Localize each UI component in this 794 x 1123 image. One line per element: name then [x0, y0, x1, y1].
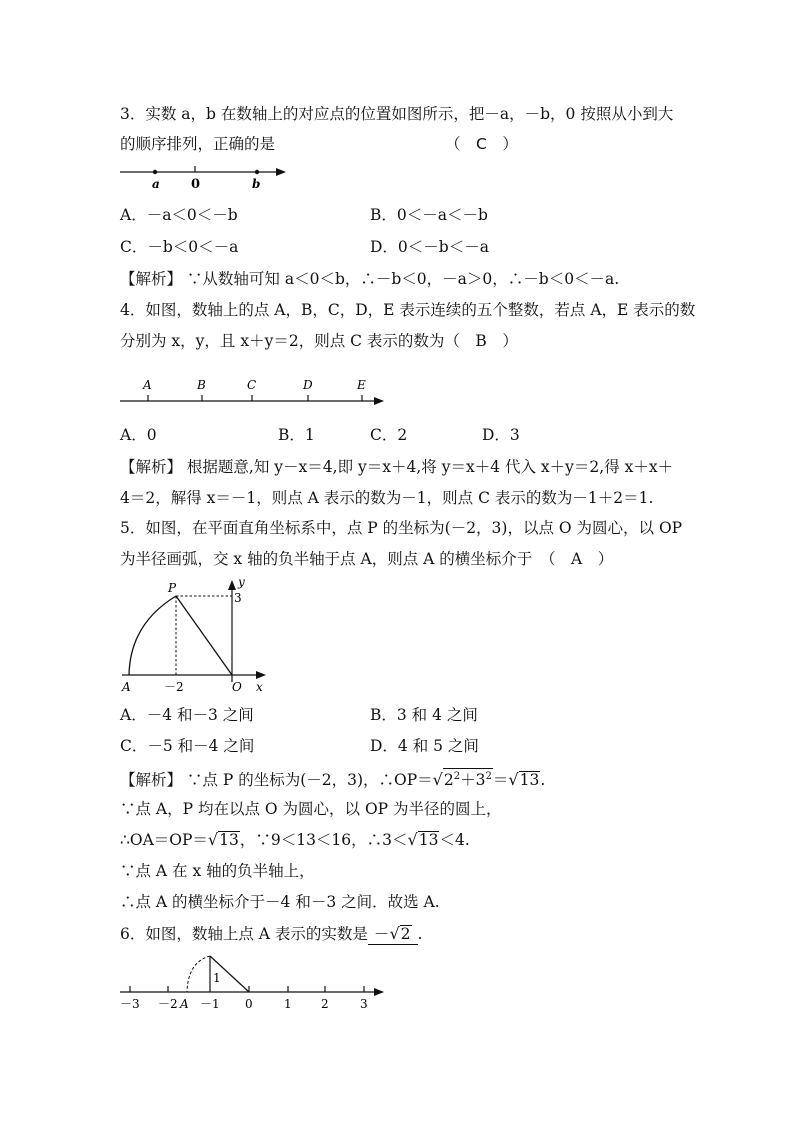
q6-number-line: [118, 952, 388, 1012]
sqrt-icon: √: [389, 924, 400, 943]
q4-label-b: B: [197, 378, 206, 392]
q3-label-a: a: [152, 177, 160, 191]
q3-line2: 的顺序排列，正确的是: [120, 135, 276, 153]
q5-analysis-line5: ∴点 A 的横坐标介于－4 和－3 之间．故选 A.: [120, 893, 440, 911]
q4-line1: 4．如图，数轴上的点 A，B，C，D，E 表示连续的五个整数，若点 A，E 表示的数: [120, 301, 696, 319]
q4-label-a: A: [143, 378, 152, 392]
q4-line2: 分别为 x，y，且 x＋y＝2，则点 C 表示的数为（ B ）: [120, 332, 518, 350]
q6-line: 6．如图，数轴上点 A 表示的实数是 －√2 .: [120, 924, 423, 943]
q6-label-a: A: [180, 997, 189, 1011]
q5-label-x: x: [256, 680, 263, 694]
q4-label-c: C: [247, 378, 257, 392]
q3-answer: （ C ）: [445, 135, 518, 153]
q6-label-1-side: 1: [213, 971, 221, 985]
q4-option-b: B．1: [278, 426, 315, 444]
q3-option-b: B．0＜－a＜－b: [370, 206, 488, 224]
q3-number-line: [118, 162, 288, 192]
q3-option-a: A．－a＜0＜－b: [120, 206, 238, 224]
q5-analysis-line2: ∵点 A，P 均在以点 O 为圆心，以 OP 为半径的圆上，: [120, 800, 502, 818]
q5-label-y: y: [238, 575, 245, 589]
q5-sqrt-13c: 13: [418, 831, 439, 849]
q5-option-c: C．－5 和－4 之间: [120, 737, 255, 755]
q6-tick-3: 3: [360, 997, 368, 1011]
q4-label-d: D: [303, 378, 313, 392]
q6-answer-blank: －√2: [368, 924, 418, 945]
q3-option-c: C．－b＜0＜－a: [120, 238, 239, 256]
q6-tick-1: 1: [284, 997, 292, 1011]
q3-analysis: 【解析】 ∵从数轴可知 a＜0＜b，∴－b＜0，－a＞0，∴－b＜0＜－a.: [120, 270, 620, 288]
q4-option-a: A．0: [120, 426, 157, 444]
q5-label-neg2: －2: [164, 680, 184, 694]
q5-sqrt-expression: $2^2+3^2$: [443, 768, 493, 788]
q5-option-b: B．3 和 4 之间: [370, 706, 478, 724]
q6-tick-neg2: －2: [158, 997, 178, 1011]
q5-analysis1-text: 【解析】 ∵点 P 的坐标为(－2，3)，∴OP＝: [120, 771, 433, 789]
sqrt-icon: √: [508, 770, 519, 789]
sqrt-icon: √: [407, 830, 418, 849]
q5-label-a: A: [122, 680, 131, 694]
sqrt-icon: √: [207, 830, 219, 849]
q4-analysis-line1: 【解析】 根据题意,知 y－x＝4,即 y＝x＋4,将 y＝x＋4 代入 x＋y＝2,得 x＋x＋: [120, 458, 674, 476]
q6-tick-0: 0: [245, 997, 253, 1011]
q5-option-d: D．4 和 5 之间: [370, 737, 479, 755]
q3-option-d: D．0＜－b＜－a: [370, 238, 489, 256]
q6-tick-2: 2: [321, 997, 329, 1011]
q5-label-p: P: [168, 581, 177, 595]
q5-line2: 为半径画弧，交 x 轴的负半轴于点 A，则点 A 的横坐标介于 （ A ）: [120, 550, 614, 568]
q5-label-3: 3: [234, 591, 242, 605]
q3-line1: 3．实数 a，b 在数轴上的对应点的位置如图所示，把－a，－b，0 按照从小到大: [120, 105, 674, 123]
q5-analysis-line3: ∴OA＝OP＝√13，∵9＜13＜16，∴3＜√13＜4.: [120, 830, 470, 849]
q4-analysis-line2: 4＝2，解得 x＝－1，则点 A 表示的数为－1，则点 C 表示的数为－1＋2＝1.: [120, 489, 654, 507]
q3-label-b: b: [252, 177, 261, 191]
q5-coordinate-figure: [118, 572, 278, 697]
sqrt-icon: √: [432, 770, 443, 789]
q6-tick-neg1: －1: [200, 997, 220, 1011]
q4-option-d: D．3: [482, 426, 520, 444]
q5-line1: 5．如图，在平面直角坐标系中，点 P 的坐标为(－2，3)，以点 O 为圆心，以 OP: [120, 519, 683, 537]
q4-label-e: E: [357, 378, 366, 392]
q5-analysis-line4: ∵点 A 在 x 轴的负半轴上，: [120, 862, 315, 880]
q4-number-line: [118, 375, 388, 409]
q6-tick-neg3: －3: [120, 997, 140, 1011]
q5-analysis-line1: 【解析】 ∵点 P 的坐标为(－2，3)，$\therefore OP=√2^2+3^2=√13$.: [120, 770, 546, 789]
q5-sqrt-13: 13: [519, 771, 540, 789]
q5-sqrt-13b: 13: [219, 831, 239, 849]
q4-option-c: C．2: [370, 426, 408, 444]
q5-label-o: O: [232, 680, 242, 694]
q3-label-0: 0: [191, 177, 201, 192]
q5-option-a: A．－4 和－3 之间: [120, 706, 254, 724]
